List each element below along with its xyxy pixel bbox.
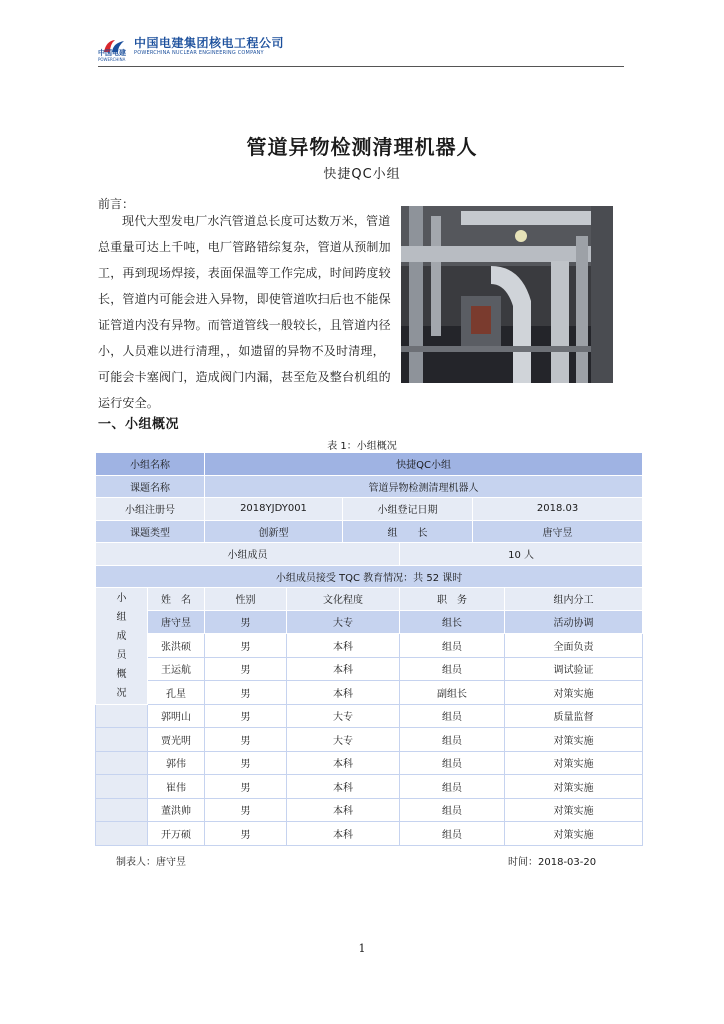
preface-label: 前言：: [98, 197, 135, 211]
pipeline-photo: [401, 206, 613, 383]
member-education: 本科: [287, 751, 400, 775]
member-education: 本科: [287, 775, 400, 799]
company-name: 中国电建集团核电工程公司: [134, 36, 285, 50]
reg-date-value: 2018.03: [473, 498, 643, 521]
member-education: 大专: [287, 704, 400, 728]
page-header: [98, 30, 624, 67]
table-row: [96, 822, 643, 846]
column-header-position: 职 务: [400, 588, 505, 611]
member-education: 大专: [287, 728, 400, 752]
member-role: 对策实施: [505, 798, 643, 822]
row-spacer: [96, 704, 148, 728]
table-row: [96, 610, 643, 634]
member-education: 本科: [287, 681, 400, 705]
member-position: 组员: [400, 704, 505, 728]
member-position: 组员: [400, 728, 505, 752]
table-row: [96, 657, 643, 681]
member-role: 全面负责: [505, 634, 643, 658]
logo-mark-english: POWERCHINA: [98, 57, 126, 62]
member-gender: 男: [205, 681, 287, 705]
document-subtitle: 快捷QC小组: [323, 167, 401, 182]
member-name: 贾光明: [148, 728, 205, 752]
member-gender: 男: [205, 775, 287, 799]
member-name: 崔伟: [148, 775, 205, 799]
reg-no-value: 2018YJDY001: [205, 498, 343, 521]
row-spacer: [96, 728, 148, 752]
member-role: 对策实施: [505, 728, 643, 752]
table-row: [96, 453, 643, 476]
members-count: 10 人: [400, 543, 643, 566]
member-education: 本科: [287, 657, 400, 681]
member-gender: 男: [205, 728, 287, 752]
education-info: 小组成员接受 TQC 教育情况：共 52 课时: [96, 565, 643, 588]
document-title: 管道异物检测清理机器人: [246, 135, 478, 159]
member-role: 对策实施: [505, 775, 643, 799]
preface-text: 现代大型发电厂水汽管道总长度可达数万米，管道总重量可达上千吨，电厂管路错综复杂，管道从预制加工，再到现场焊接，表面保温等工作完成，时间跨度较长，管道内可能会进入异物，即使管道吹扫后也不能保证管道内没有异物。而管道管线一般较长，且管道内径小，人员难以进行清理，，如遗留的异物不及时清理，可能会卡塞阀门，造成阀门内漏，甚至危及整台机组的运行安全。: [98, 214, 391, 410]
member-name: 郭伟: [148, 751, 205, 775]
member-gender: 男: [205, 704, 287, 728]
member-role: 对策实施: [505, 681, 643, 705]
member-role: 质量监督: [505, 704, 643, 728]
table-row: [96, 520, 643, 543]
member-role: 活动协调: [505, 610, 643, 634]
table-row: [96, 565, 643, 588]
row-spacer: [96, 822, 148, 846]
member-gender: 男: [205, 657, 287, 681]
member-name: 董洪帅: [148, 798, 205, 822]
row-spacer: [96, 775, 148, 799]
member-position: 组员: [400, 751, 505, 775]
member-education: 本科: [287, 798, 400, 822]
logo-mark-text: 中国电建: [98, 49, 126, 57]
group-overview-table: [95, 452, 643, 846]
table-row: [96, 798, 643, 822]
member-position: 副组长: [400, 681, 505, 705]
member-gender: 男: [205, 822, 287, 846]
member-gender: 男: [205, 798, 287, 822]
group-name-value: 快捷QC小组: [205, 453, 643, 476]
member-name: 郭明山: [148, 704, 205, 728]
topic-label: 课题名称: [96, 475, 205, 498]
member-gender: 男: [205, 610, 287, 634]
column-header-role: 组内分工: [505, 588, 643, 611]
member-role: 调试验证: [505, 657, 643, 681]
column-header-name: 姓 名: [148, 588, 205, 611]
member-gender: 男: [205, 634, 287, 658]
type-value: 创新型: [205, 520, 343, 543]
member-position: 组员: [400, 775, 505, 799]
member-education: 大专: [287, 610, 400, 634]
section-title: 一、小组概况: [98, 417, 180, 432]
table-row: [96, 704, 643, 728]
member-name: 唐守昱: [148, 610, 205, 634]
table-row: [96, 475, 643, 498]
row-spacer: [96, 798, 148, 822]
table-header-row: [96, 588, 643, 611]
row-spacer: [96, 751, 148, 775]
member-overview-label: 小 组 成 员 概 况: [96, 588, 148, 705]
table-row: [96, 728, 643, 752]
member-role: 对策实施: [505, 822, 643, 846]
topic-value: 管道异物检测清理机器人: [205, 475, 643, 498]
member-name: 开万硕: [148, 822, 205, 846]
member-education: 本科: [287, 822, 400, 846]
members-label: 小组成员: [96, 543, 400, 566]
company-name-english: POWERCHINA NUCLEAR ENGINEERING COMPANY: [134, 50, 264, 56]
column-header-education: 文化程度: [287, 588, 400, 611]
page-number: 1: [358, 942, 366, 955]
member-name: 张洪硕: [148, 634, 205, 658]
table-date: 时间：2018-03-20: [508, 857, 597, 868]
table-maker: 制表人：唐守昱: [116, 857, 186, 868]
leader-value: 唐守昱: [473, 520, 643, 543]
table-row: [96, 751, 643, 775]
member-education: 本科: [287, 634, 400, 658]
leader-label: 组 长: [343, 520, 473, 543]
member-position: 组长: [400, 610, 505, 634]
table-caption: 表 1：小组概况: [327, 441, 397, 452]
group-name-label: 小组名称: [96, 453, 205, 476]
table-row: [96, 498, 643, 521]
member-position: 组员: [400, 822, 505, 846]
table-row: [96, 634, 643, 658]
reg-date-label: 小组登记日期: [343, 498, 473, 521]
member-position: 组员: [400, 657, 505, 681]
table-row: [96, 543, 643, 566]
column-header-gender: 性别: [205, 588, 287, 611]
table-row: [96, 775, 643, 799]
member-position: 组员: [400, 634, 505, 658]
reg-no-label: 小组注册号: [96, 498, 205, 521]
table-row: [96, 681, 643, 705]
type-label: 课题类型: [96, 520, 205, 543]
member-role: 对策实施: [505, 751, 643, 775]
member-gender: 男: [205, 751, 287, 775]
member-position: 组员: [400, 798, 505, 822]
member-name: 孔星: [148, 681, 205, 705]
member-name: 王运航: [148, 657, 205, 681]
